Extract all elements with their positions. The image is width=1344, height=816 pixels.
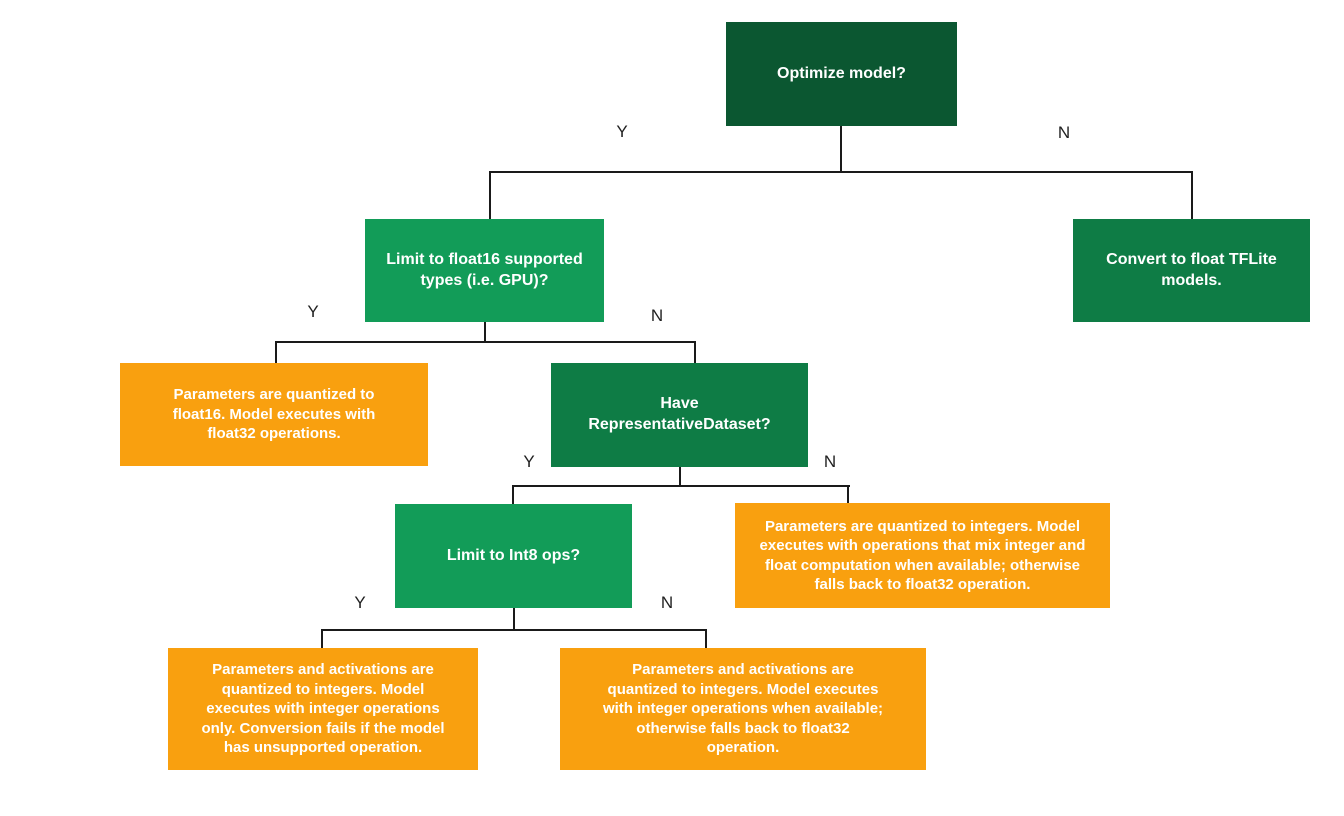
outcome-node-integer-only xyxy=(168,648,478,770)
connector-line xyxy=(321,629,707,631)
connector-line xyxy=(489,171,1193,173)
branch-label-yes: Y xyxy=(354,593,366,612)
node-label: Parameters are quantized to integers. Model executes with operations that mix integer and float computation when available; otherwise falls back to float32 operation. xyxy=(759,517,1086,593)
connector-line xyxy=(513,608,515,630)
decision-node-limit-float16 xyxy=(365,219,604,322)
branch-label-yes: Y xyxy=(616,122,628,141)
branch-label-no: N xyxy=(650,306,664,325)
branch-label-no: N xyxy=(823,452,837,471)
node-label: Limit to Int8 ops? xyxy=(446,546,581,564)
decision-node-limit-int8-ops xyxy=(395,504,632,608)
outcome-node-integer-with-fallback xyxy=(560,648,926,770)
decision-node-optimize-model xyxy=(726,22,957,126)
branch-label-no: N xyxy=(660,593,674,612)
node-label: Parameters and activations are quantized to integers. Model executes with integer operations when available; otherwise falls back to float32 operation. xyxy=(602,661,884,757)
connector-line xyxy=(321,629,323,648)
connector-line xyxy=(840,126,842,172)
connector-line xyxy=(705,629,707,648)
connector-line xyxy=(512,485,514,504)
outcome-node-mixed-integer-float xyxy=(735,503,1110,608)
decision-node-have-representative-dataset xyxy=(551,363,808,467)
connector-line xyxy=(489,171,491,219)
node-label: Convert to float TFLite models. xyxy=(1106,250,1277,289)
connector-line xyxy=(679,467,681,486)
node-label: Parameters and activations are quantized to integers. Model executes with integer operations only. Conversion fails if the model has unsupported operation. xyxy=(201,661,445,757)
connector-line xyxy=(512,485,850,487)
node-label: Have RepresentativeDataset? xyxy=(588,395,771,433)
outcome-node-convert-float-tflite xyxy=(1073,219,1310,322)
connector-line xyxy=(847,485,849,503)
outcome-node-quantized-float16 xyxy=(120,363,428,466)
node-label: Limit to float16 supported types (i.e. GPU)? xyxy=(386,250,583,289)
branch-label-yes: Y xyxy=(523,452,535,471)
connector-line xyxy=(275,341,696,343)
node-label: Parameters are quantized to float16. Model executes with float32 operations. xyxy=(172,386,376,443)
connector-line xyxy=(1191,171,1193,219)
connector-line xyxy=(694,341,696,363)
connector-line xyxy=(275,341,277,363)
node-label: Optimize model? xyxy=(777,64,906,82)
connector-line xyxy=(484,322,486,342)
branch-label-no: N xyxy=(1057,123,1071,142)
branch-label-yes: Y xyxy=(307,302,319,321)
